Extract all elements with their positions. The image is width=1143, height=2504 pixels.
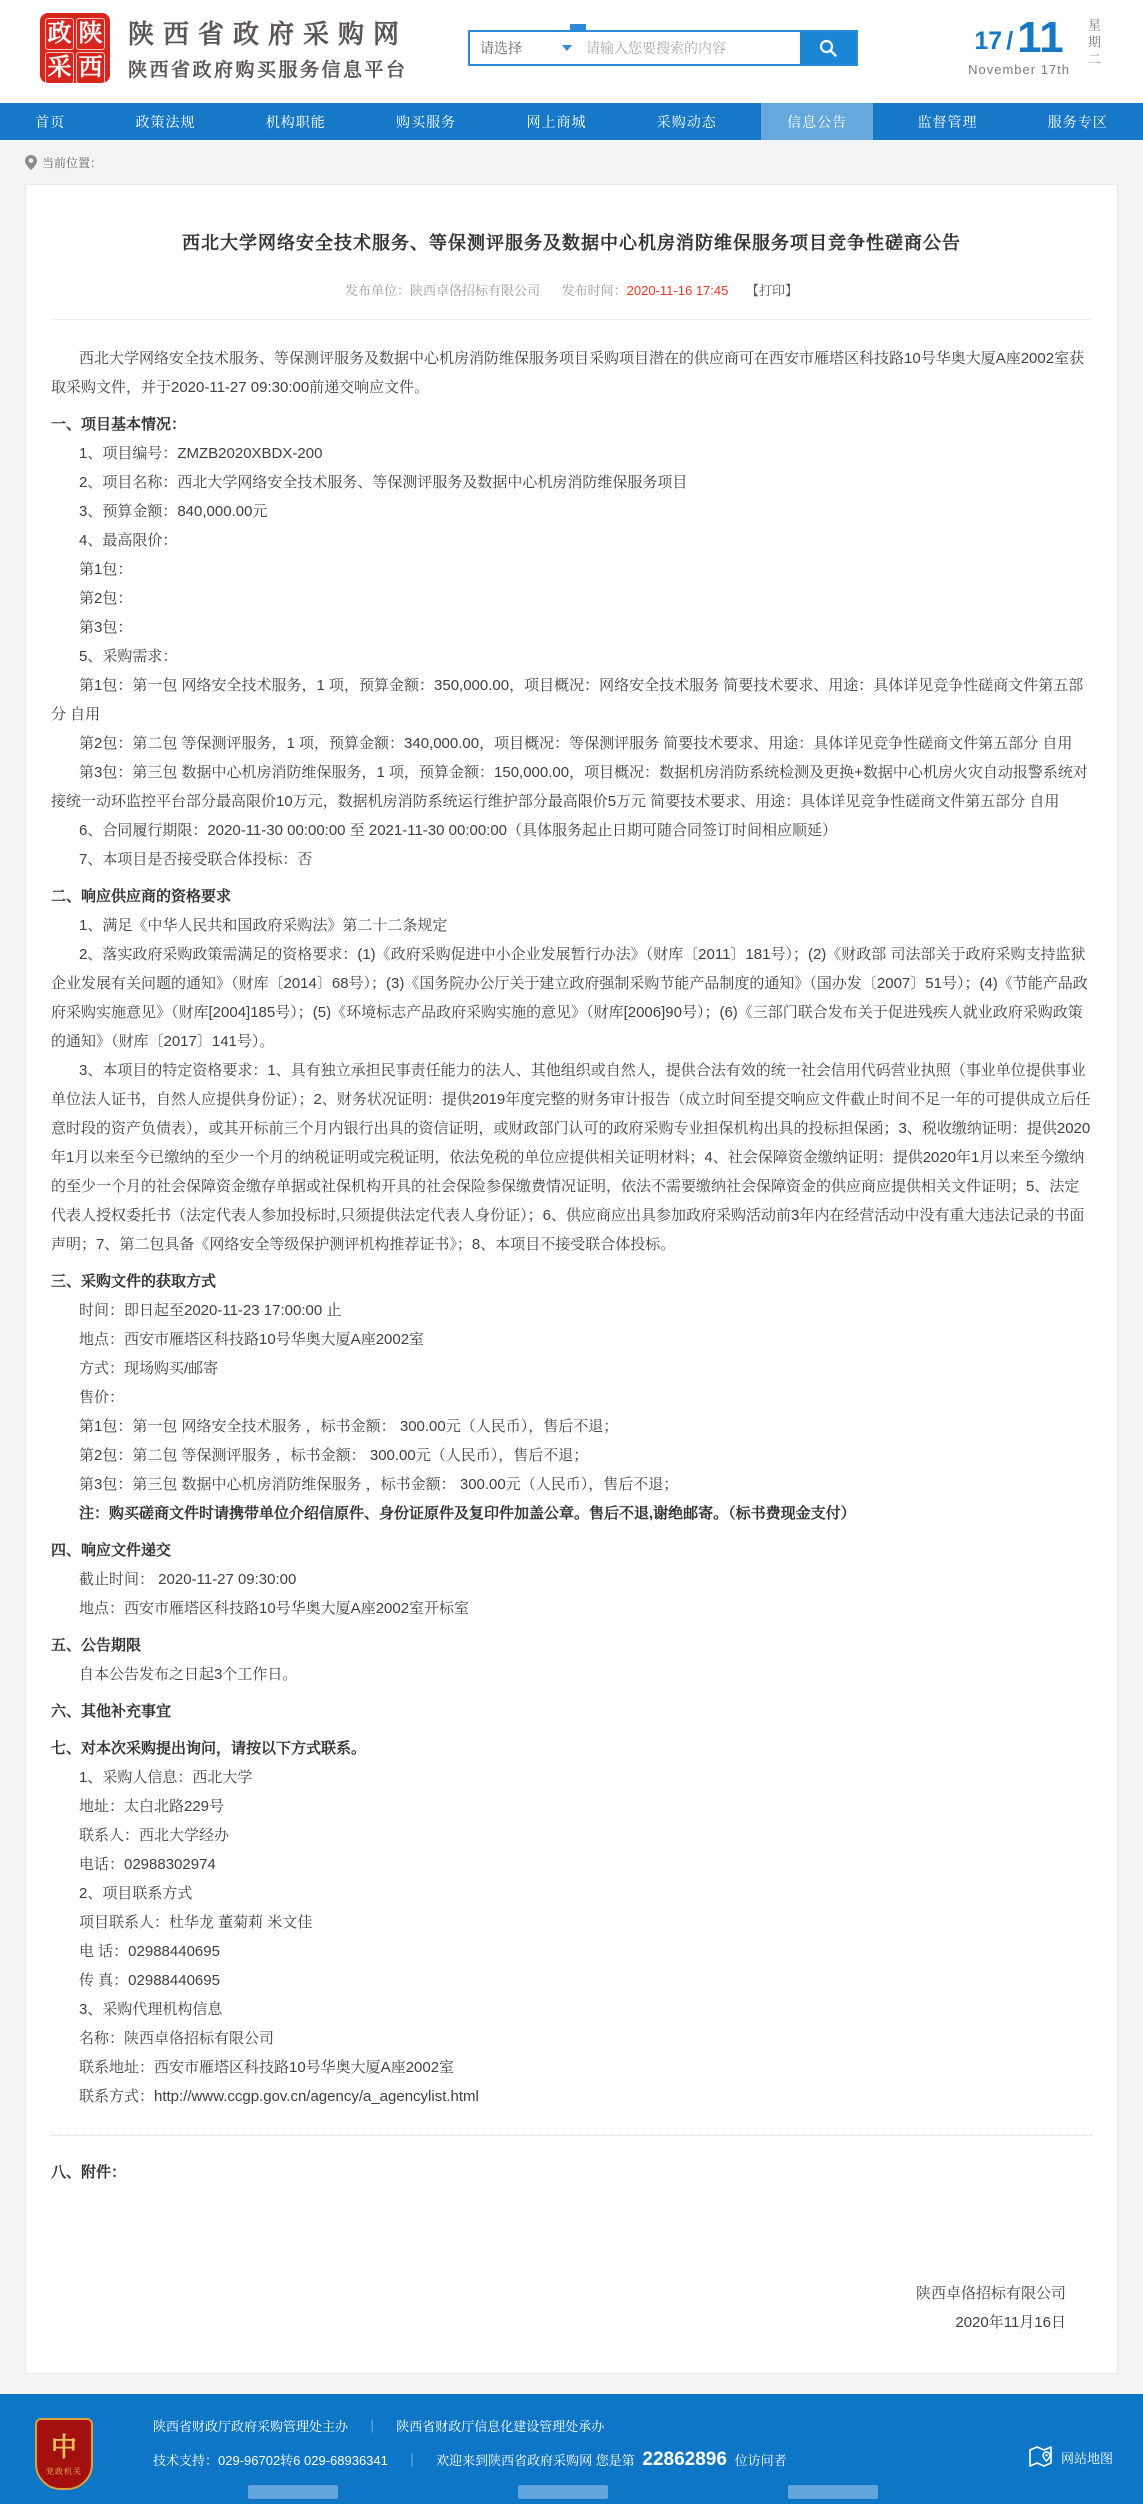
search-tab-marker	[570, 24, 586, 32]
nav-spacer	[0, 95, 1143, 103]
search-icon	[818, 38, 838, 58]
site-brand	[128, 14, 408, 82]
article-paragraph: 联系人：西北大学经办	[79, 1827, 230, 1844]
article-paragraph: 第2包：第二包 等保测评服务 ，标书金额： 300.00元（人民币），售后不退；	[79, 1447, 589, 1464]
article-paragraph: 7、本项目是否接受联合体投标：否	[79, 851, 313, 868]
main-nav	[0, 103, 1143, 140]
location-pin-icon	[25, 155, 37, 170]
date-day: 17	[974, 27, 1003, 55]
nav-item[interactable]: 政策法规	[135, 113, 196, 130]
article-paragraph: 4、最高限价：	[79, 532, 178, 549]
article-paragraph: 名称：陕西卓佫招标有限公司	[79, 2030, 275, 2047]
logo-char: 采	[45, 52, 74, 84]
logo-char: 政	[45, 18, 74, 50]
article-paragraph: 二、响应供应商的资格要求	[51, 888, 232, 905]
publisher-name: 陕西卓佫招标有限公司	[410, 283, 541, 298]
article-paragraph: 电话：02988302974	[79, 1856, 216, 1873]
article-paragraph: 2、落实政府采购政策需满足的资格要求：(1)《政府采购促进中小企业发展暂行办法》（财库〔2011〕181号）；(2)《财政部 司法部关于政府采购支持监狱企业发展有关问题的通知》（财库〔2014〕68号）；(3)《国务院办公厅关于建立政府强制采购节能产品制度的通知》（国办发〔2007〕51号）；(4)《节能产品政府采购实施意见》（财库[2004]185号）；(5)《环境标志产品政府采购实施的意见》（财库[2006]90号）；(6)《三部门联合发布关于促进残疾人就业政府采购政策的通知》（财库〔2017〕141号）。	[51, 946, 1088, 1050]
date-month: 11	[1017, 13, 1064, 62]
article-paragraph: 三、采购文件的获取方式	[51, 1273, 217, 1290]
footer-visitor-suffix: 位访问者	[734, 2453, 787, 2468]
nav-item[interactable]: 购买服务	[396, 113, 457, 130]
article-paragraph: 陕西卓佫招标有限公司	[915, 2285, 1066, 2302]
site-subtitle: 陕西省政府购买服务信息平台	[128, 59, 408, 81]
announcement-title: 西北大学网络安全技术服务、等保测评服务及数据中心机房消防维保服务项目竞争性磋商公告	[182, 233, 961, 253]
site-header	[0, 0, 1143, 95]
logo-char: 陕	[76, 18, 105, 50]
article-paragraph: 第1包：第一包 网络安全技术服务，1 项，预算金额：350,000.00，项目概况：网络安全技术服务 简要技术要求、用途：具体详见竞争性磋商文件第五部分 自用	[51, 677, 1084, 723]
announcement-card	[25, 184, 1118, 2374]
footer-welcome: 欢迎来到陕西省政府采购网 您是第	[436, 2453, 635, 2468]
article-paragraph: 第3包：	[79, 619, 133, 636]
publish-time: 2020-11-16 17:45	[626, 283, 729, 298]
article-paragraph: 四、响应文件递交	[51, 1542, 172, 1559]
search-category-label: 请选择	[480, 39, 523, 56]
article-paragraph: 六、其他补充事宜	[51, 1703, 172, 1720]
search-button[interactable]	[800, 32, 856, 64]
article-paragraph: 6、合同履行期限：2020-11-30 00:00:00 至 2021-11-30 00:00:00（具体服务起止日期可随合同签订时间相应顺延）	[79, 822, 838, 839]
footer-hosts: 陕西省财政厅政府采购管理处主办 ｜ 陕西省财政厅信息化建设管理处承办	[153, 2419, 605, 2434]
article-paragraph: 3、本项目的特定资格要求：1、具有独立承担民事责任能力的法人、其他组织或自然人，提供合法有效的统一社会信用代码营业执照（事业单位提供事业单位法人证书，自然人应提供身份证）；2、财务状况证明：提供2019年度完整的财务审计报告（成立时间至提交响应文件截止时间不足一年的可提供成立后任意时段的资产负债表），或其开标前三个月内银行出具的资信证明，或财政部门认可的政府采购专业担保机构出具的投标担保函；3、税收缴纳证明：提供2020年1月以来至今已缴纳的至少一个月的纳税证明或完税证明，依法免税的单位应提供相关证明材料；4、社会保障资金缴纳证明：提供2020年1月以来至今缴纳的至少一个月的社会保障资金缴存单据或社保机构开具的社会保险参保缴费情况证明，依法不需要缴纳社会保障资金的供应商应提供相关文件证明；5、法定代表人授权委托书（法定代表人参加投标时,只须提供法定代表人身份证）；6、供应商应出具参加政府采购活动前3年内在经营活动中没有重大违法记录的书面声明；7、第二包具备《网络安全等级保护测评机构推荐证书》；8、本项目不接受联合体投标。	[51, 1062, 1091, 1253]
article-paragraph: 地址：太白北路229号	[79, 1798, 225, 1815]
article-paragraph: 第1包：	[79, 561, 133, 578]
search-input[interactable]	[582, 32, 800, 64]
nav-item[interactable]: 信息公告	[761, 103, 873, 140]
article-paragraph: 售价：	[79, 1389, 125, 1406]
article-paragraph: 联系方式：http://www.ccgp.gov.cn/agency/a_agencylist.html	[79, 2088, 479, 2105]
chevron-down-icon	[562, 45, 572, 51]
sitemap-link[interactable]	[1029, 2446, 1113, 2468]
article-paragraph: 注：购买磋商文件时请携带单位介绍信原件、身份证原件及复印件加盖公章。售后不退,谢绝邮寄。（标书费现金支付）	[79, 1505, 856, 1522]
article-paragraph: 2020年11月16日	[955, 2314, 1066, 2331]
article-paragraph: 方式：现场购买/邮寄	[79, 1360, 219, 1377]
article-paragraph: 联系地址：西安市雁塔区科技路10号华奥大厦A座2002室	[79, 2059, 455, 2076]
article-paragraph: 1、项目编号：ZMZB2020XBDX-200	[79, 445, 323, 462]
sitemap-map-icon	[1029, 2446, 1055, 2468]
announcement-meta	[51, 280, 1092, 299]
footer-organizer: 陕西省财政厅信息化建设管理处承办	[396, 2419, 605, 2434]
article-paragraph: 自本公告发布之日起3个工作日。	[79, 1666, 298, 1683]
site-logo	[40, 13, 110, 83]
article-paragraph: 第2包：	[79, 590, 133, 607]
article-paragraph: 地点：西安市雁塔区科技路10号华奥大厦A座2002室开标室	[79, 1600, 470, 1617]
publish-time-label: 发布时间：	[561, 283, 627, 298]
article-paragraph: 地点：西安市雁塔区科技路10号华奥大厦A座2002室	[79, 1331, 425, 1348]
article-paragraph: 项目联系人：杜华龙 董菊莉 米文佳	[79, 1914, 313, 1931]
announcement-body	[51, 344, 1092, 2337]
article-paragraph: 第3包：第三包 数据中心机房消防维保服务，1 项，预算金额：150,000.00，项目概况：数据机房消防系统检测及更换+数据中心机房火灾自动报警系统对接统一动环监控平台部分最高限价10万元，数据机房消防系统运行维护部分最高限价5万元 简要技术要求、用途：具体详见竞争性磋商文件第五部分 自用	[51, 764, 1088, 810]
article-paragraph: 1、满足《中华人民共和国政府采购法》第二十二条规定	[79, 917, 448, 934]
article-paragraph	[51, 2135, 1092, 2136]
footer-clipped-row	[248, 2485, 878, 2499]
footer-tech-support: 技术支持：029-96702转6 029-68936341	[153, 2453, 388, 2468]
footer-support: 技术支持：029-96702转6 029-68936341 ｜ 欢迎来到陕西省政府采购网 您是第 22862896 位访问者	[153, 2449, 787, 2470]
article-paragraph: 2、项目名称：西北大学网络安全技术服务、等保测评服务及数据中心机房消防维保服务项目	[79, 474, 688, 491]
article-paragraph: 5、采购需求：	[79, 648, 178, 665]
article-paragraph: 第1包：第一包 网络安全技术服务 ，标书金额： 300.00元（人民币），售后不退；	[79, 1418, 619, 1435]
weekday-label: 星期二	[1086, 18, 1101, 69]
article-paragraph: 电 话：02988440695	[79, 1943, 220, 1960]
article-paragraph: 西北大学网络安全技术服务、等保测评服务及数据中心机房消防维保服务项目采购项目潜在的供应商可在西安市雁塔区科技路10号华奥大厦A座2002室获取采购文件，并于2020-11-27 09:30:00前递交响应文件。	[51, 350, 1085, 396]
nav-item[interactable]: 监督管理	[917, 113, 978, 130]
badge-label: 党政机关	[46, 2466, 82, 2476]
breadcrumb-label: 当前位置：	[42, 155, 103, 170]
article-paragraph: 第2包：第二包 等保测评服务，1 项，预算金额：340,000.00，项目概况：等保测评服务 简要技术要求、用途：具体详见竞争性磋商文件第五部分 自用	[79, 735, 1073, 752]
nav-item[interactable]: 机构职能	[265, 113, 326, 130]
article-paragraph: 八、附件：	[51, 2164, 127, 2181]
nav-item[interactable]: 首页	[35, 113, 66, 130]
site-title: 陕西省政府采购网	[128, 18, 409, 49]
article-paragraph: 五、公告期限	[51, 1637, 142, 1654]
print-button[interactable]: 【打印】	[745, 283, 798, 298]
publisher-label: 发布单位：	[345, 283, 411, 298]
meta-divider	[51, 319, 1092, 320]
article-paragraph: 3、预算金额：840,000.00元	[79, 503, 268, 520]
article-paragraph: 传 真：02988440695	[79, 1972, 220, 1989]
article-paragraph: 1、采购人信息：西北大学	[79, 1769, 253, 1786]
article-paragraph: 时间：即日起至2020-11-23 17:00:00 止	[79, 1302, 342, 1319]
visitor-count: 22862896	[642, 2449, 727, 2470]
date-separator: /	[1006, 27, 1014, 55]
logo-char: 西	[76, 52, 105, 84]
government-badge-icon: 中 党政机关	[35, 2418, 93, 2490]
search-category-select[interactable]	[470, 32, 582, 64]
date-english: November 17th	[968, 62, 1070, 77]
site-footer	[0, 2394, 1143, 2504]
date-widget	[968, 13, 1103, 77]
article-paragraph: 七、对本次采购提出询问，请按以下方式联系。	[51, 1740, 367, 1757]
article-paragraph: 3、采购代理机构信息	[79, 2001, 223, 2018]
breadcrumb	[0, 140, 1143, 184]
nav-item[interactable]: 采购动态	[656, 113, 717, 130]
article-paragraph: 第3包：第三包 数据中心机房消防维保服务 ，标书金额： 300.00元（人民币），售后不退；	[79, 1476, 679, 1493]
search-bar	[468, 30, 858, 66]
article-paragraph: 一、项目基本情况：	[51, 416, 187, 433]
article-paragraph: 2、项目联系方式	[79, 1885, 193, 1902]
article-paragraph: 截止时间： 2020-11-27 09:30:00	[79, 1571, 297, 1588]
nav-item[interactable]: 网上商城	[526, 113, 587, 130]
sitemap-label: 网站地图	[1060, 2450, 1113, 2466]
footer-host: 陕西省财政厅政府采购管理处主办	[153, 2419, 349, 2434]
nav-item[interactable]: 服务专区	[1047, 113, 1108, 130]
